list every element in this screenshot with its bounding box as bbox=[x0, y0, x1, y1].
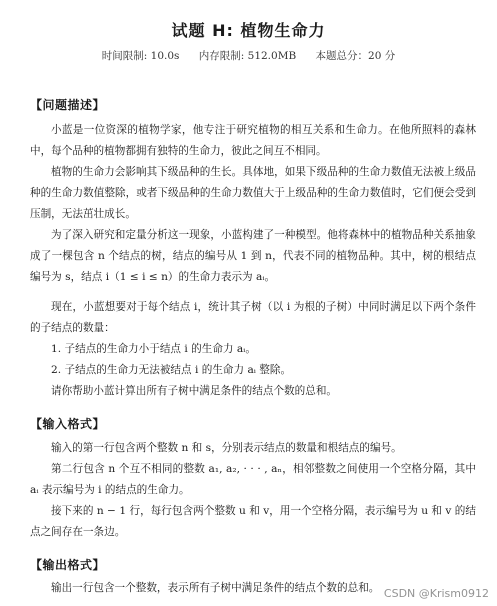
total-score: 本题总分：20 分 bbox=[315, 50, 396, 62]
output-heading: 【输出格式】 bbox=[30, 558, 106, 572]
input-paragraph-2: 第二行包含 n 个互不相同的整数 a₁, a₂, · · · , aₙ，相邻整数之间使用一个空格分隔，其中 aᵢ 表示编号为 i 的结点的生命力。 bbox=[30, 463, 476, 496]
description-paragraph-1: 小蓝是一位资深的植物学家，他专注于研究植物的相互关系和生命力。在他所照料的森林中，每个品种的植物都拥有独特的生命力，彼此之间互不相同。 bbox=[30, 124, 476, 157]
description-paragraph-2: 植物的生命力会影响其下级品种的生长。具体地，如果下级品种的生命力数值无法被上级品种的生命力数值整除，或者下级品种的生命力数值大于上级品种的生命力数值时，它们便会受到压制，无法茁壮成长。 bbox=[30, 166, 476, 220]
description-paragraph-3: 为了深入研究和定量分析这一现象，小蓝构建了一种模型。他将森林中的植物品种关系抽象成了一棵包含 n 个结点的树，结点的编号从 1 到 n，代表不同的植物品种。其中，树的根结点编号为 s，结点 i（1 ≤ i ≤ n）的生命力表示为 aᵢ。 bbox=[30, 229, 476, 283]
output-paragraph-1: 输出一行包含一个整数，表示所有子树中满足条件的结点个数的总和。 bbox=[51, 582, 380, 594]
input-paragraph-3: 接下来的 n − 1 行，每行包含两个整数 u 和 v，用一个空格分隔，表示编号为 u 和 v 的结点之间存在一条边。 bbox=[30, 505, 476, 538]
input-paragraph-1: 输入的第一行包含两个整数 n 和 s，分别表示结点的数量和根结点的编号。 bbox=[51, 442, 402, 454]
memory-limit: 内存限制: 512.0MB bbox=[198, 50, 297, 62]
description-heading: 【问题描述】 bbox=[30, 98, 106, 112]
description-paragraph-4: 现在，小蓝想要对于每个结点 i，统计其子树（以 i 为根的子树）中同时满足以下两个条件的子结点的数量： bbox=[30, 301, 476, 334]
input-heading: 【输入格式】 bbox=[30, 417, 106, 431]
csdn-watermark: CSDN @Krism0912 bbox=[383, 587, 489, 600]
problem-meta bbox=[0, 48, 497, 63]
condition-1: 1. 子结点的生命力小于结点 i 的生命力 aᵢ。 bbox=[51, 343, 256, 355]
condition-2: 2. 子结点的生命力无法被结点 i 的生命力 aᵢ 整除。 bbox=[51, 364, 292, 376]
problem-title: 试题 H: 植物生命力 bbox=[171, 21, 326, 40]
time-limit: 时间限制: 10.0s bbox=[101, 50, 180, 62]
description-paragraph-5: 请你帮助小蓝计算出所有子树中满足条件的结点个数的总和。 bbox=[51, 385, 338, 397]
